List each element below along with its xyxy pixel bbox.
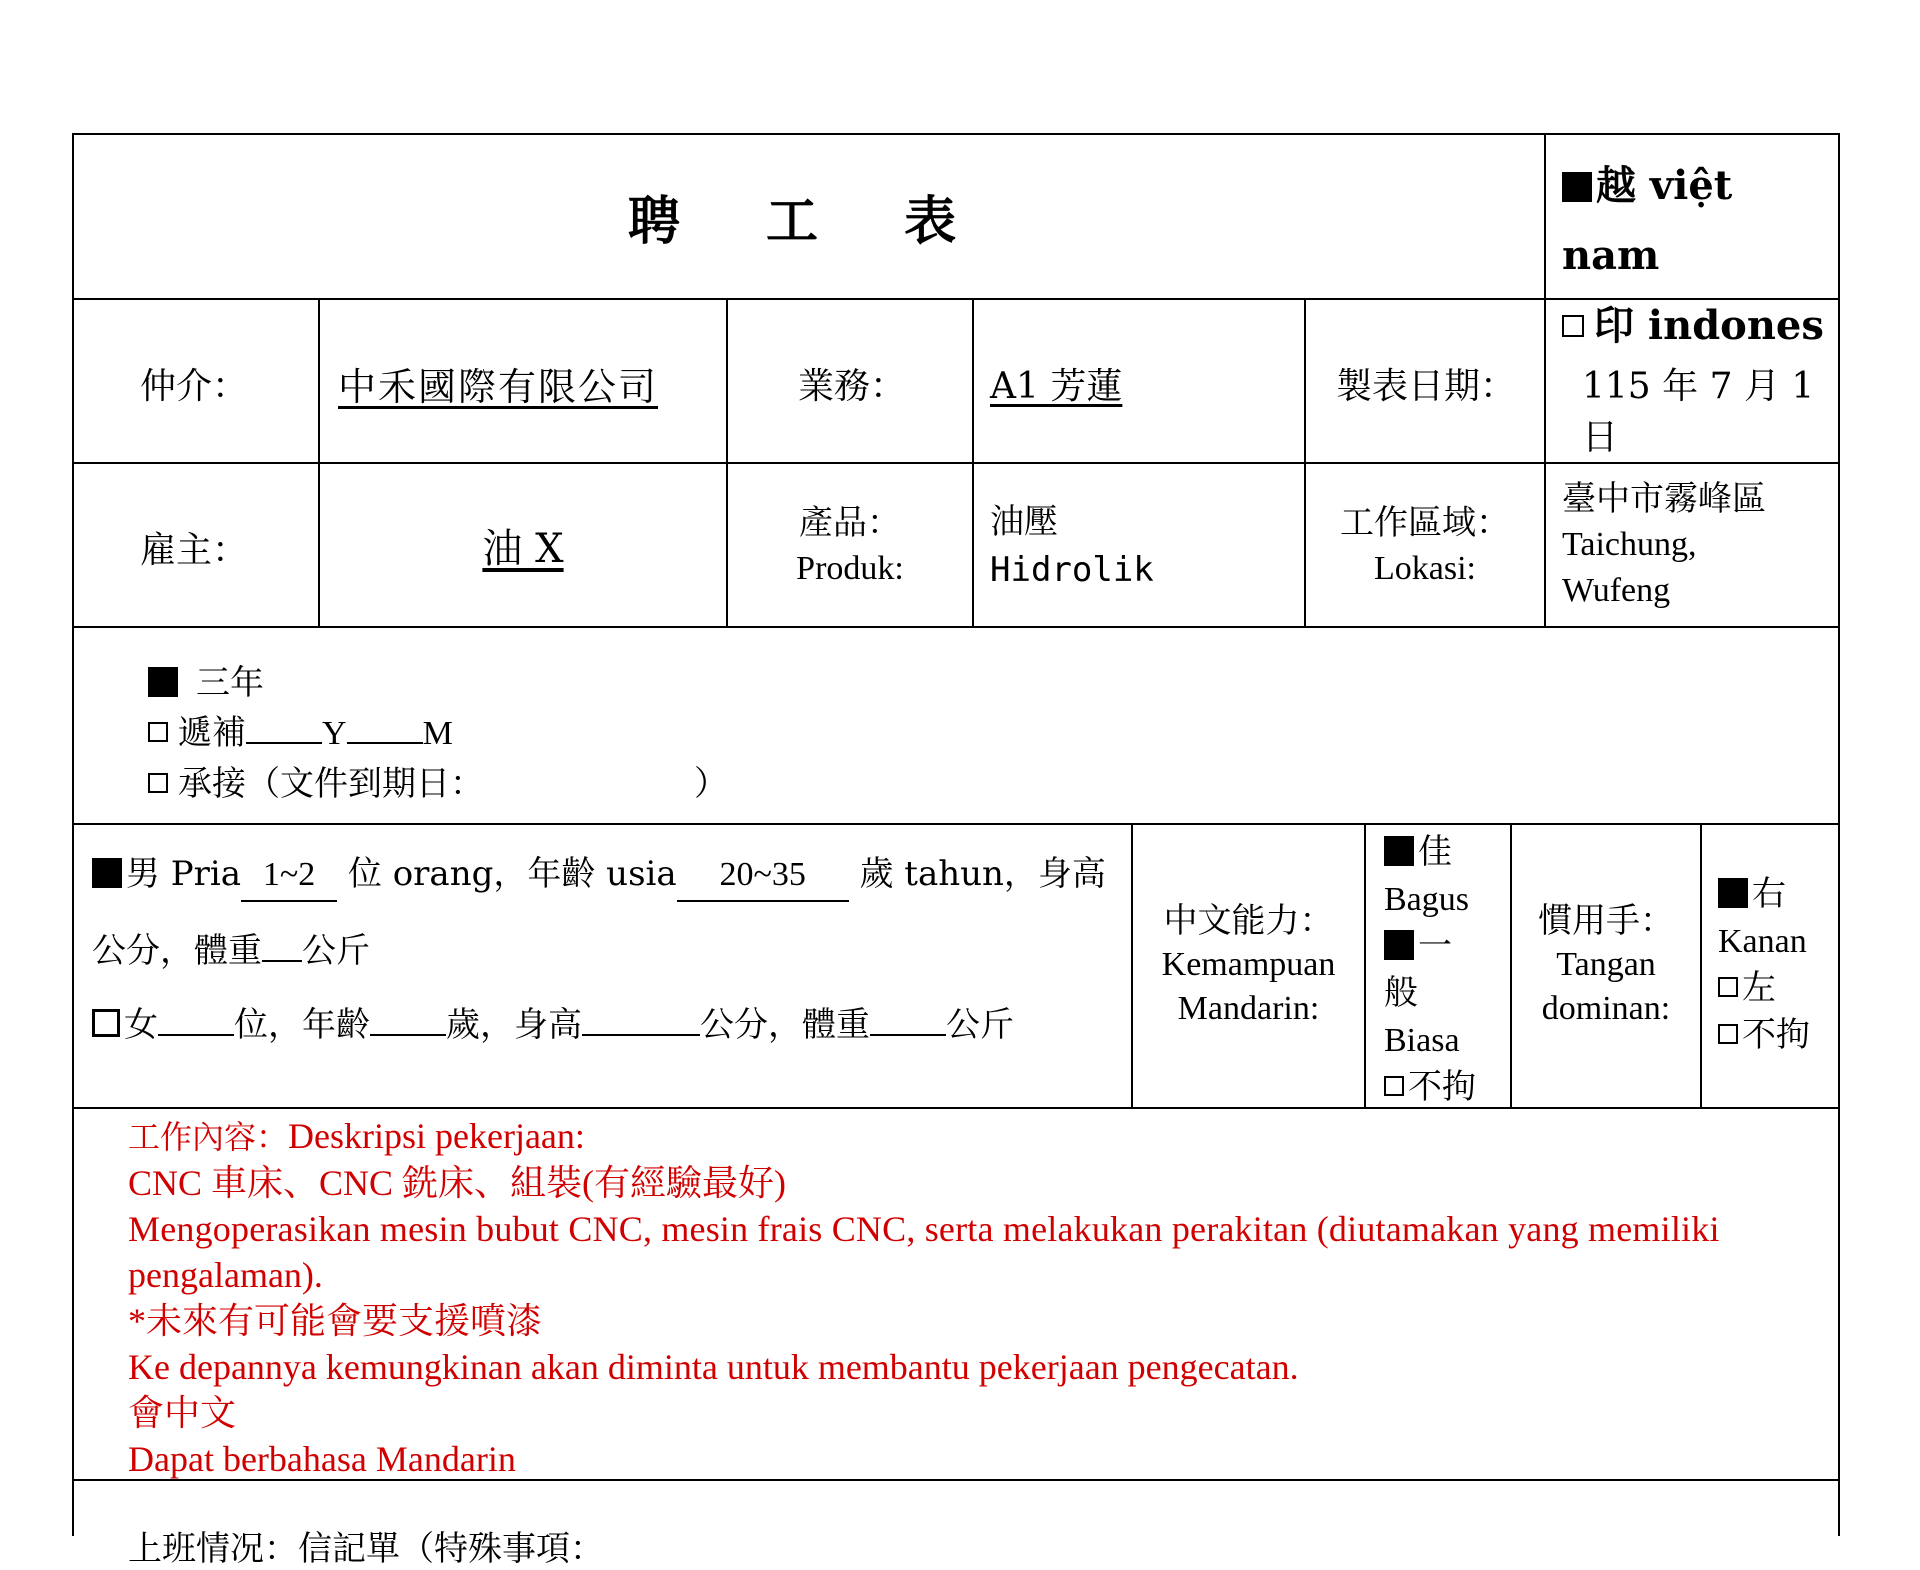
female-unchecked-icon[interactable] <box>92 1009 120 1037</box>
nationality-indonesia[interactable]: 印 indones <box>1562 291 1840 361</box>
work-status-row <box>74 1481 1838 1569</box>
mandarin-options-cell <box>1366 825 1512 1107</box>
contract-options <box>148 658 728 809</box>
product-value-zh: 油壓 <box>990 502 1058 542</box>
nationality-vietnam[interactable]: 越 việt nam <box>1562 162 1733 279</box>
job-line-8: Dapat berbahasa Mandarin <box>128 1439 516 1479</box>
form-title-cell <box>74 135 1546 298</box>
agent-value: 中禾國際有限公司 <box>338 365 659 409</box>
hand-options-cell <box>1702 825 1840 1107</box>
checked-box-icon <box>1718 878 1748 908</box>
male-checked-icon[interactable] <box>92 858 122 888</box>
female-age-blank[interactable] <box>370 1034 446 1036</box>
employer-label: 雇主： <box>140 530 249 571</box>
job-description <box>128 1113 1824 1482</box>
sales-value: A1 芳蓮 <box>990 366 1123 407</box>
hand-label-cell <box>1512 825 1702 1107</box>
sales-value-cell <box>974 300 1306 462</box>
contract-option-replacement[interactable]: 遞補 Y M <box>148 708 728 759</box>
mandarin-label-zh: 中文能力： <box>1163 901 1334 941</box>
hand-option-right[interactable]: 右 <box>1718 871 1840 918</box>
unchecked-box-icon <box>1718 1024 1738 1044</box>
form-title: 聘 工 表 <box>627 191 991 252</box>
male-count[interactable]: 1~2 <box>241 850 337 902</box>
product-label-id: Produk: <box>796 550 904 587</box>
unchecked-box-icon <box>148 722 168 742</box>
sales-label-cell <box>728 300 974 462</box>
mandarin-option-average[interactable]: 一 <box>1384 923 1510 970</box>
date-label: 製表日期： <box>1336 366 1517 407</box>
employer-label-cell <box>74 464 320 626</box>
unchecked-box-icon <box>1384 1076 1404 1096</box>
area-value-en2: Wufeng <box>1562 572 1671 609</box>
job-description-row <box>74 1109 1838 1481</box>
area-label-id: Lokasi: <box>1374 550 1476 587</box>
agent-label: 仲介： <box>140 366 249 407</box>
mandarin-label-cell <box>1133 825 1366 1107</box>
agent-value-cell <box>320 300 728 462</box>
checked-box-icon <box>1384 836 1414 866</box>
male-line1: 男 Pria 1~2 位 orang，年齡 usia 20~35 歲 tahun，身高 <box>92 849 1131 902</box>
hand-label-zh: 慣用手： <box>1538 901 1674 941</box>
hand-label-id1: Tangan <box>1556 946 1656 983</box>
checked-box-icon <box>1384 930 1414 960</box>
product-value-cell <box>974 464 1306 626</box>
date-value-cell <box>1546 300 1840 462</box>
female-line: 女 位，年齡 歲，身高 公分，體重 公斤 <box>92 1000 1131 1050</box>
male-line2: 公分，體重 公斤 <box>92 931 370 971</box>
product-label-zh: 產品： <box>799 503 901 543</box>
hiring-form <box>72 133 1840 1569</box>
job-line-5: *未來有可能會要支援噴漆 <box>128 1301 543 1341</box>
unchecked-box-icon <box>1718 977 1738 997</box>
female-height-blank[interactable] <box>582 1034 700 1036</box>
female-weight-blank[interactable] <box>870 1034 946 1036</box>
area-value-zh: 臺中市霧峰區 <box>1562 479 1766 519</box>
contract-option-three-years[interactable]: 三年 <box>148 658 728 708</box>
hand-option-right-id: Kanan <box>1718 923 1807 960</box>
agent-label-cell <box>74 300 320 462</box>
area-label-cell <box>1306 464 1546 626</box>
checked-box-icon <box>1562 172 1592 202</box>
checked-box-icon <box>148 667 178 697</box>
male-weight-blank[interactable] <box>262 960 302 962</box>
employer-value: 油 X <box>482 525 564 572</box>
job-line-2: CNC 車床、CNC 銑床、組裝(有經驗最好) <box>128 1163 787 1203</box>
area-value-en1: Taichung, <box>1562 526 1697 563</box>
date-value: 115 年 7 月 1 日 <box>1582 366 1815 458</box>
gender-cell <box>74 825 1133 1107</box>
job-line-4: pengalaman). <box>128 1255 323 1295</box>
unchecked-box-icon <box>148 773 168 793</box>
employer-value-cell <box>320 464 728 626</box>
hand-option-any[interactable]: 不拘 <box>1718 1012 1840 1059</box>
product-value-id: Hidrolik <box>990 550 1154 590</box>
sales-label: 業務： <box>798 366 907 407</box>
mandarin-option-good[interactable]: 佳 <box>1384 829 1510 876</box>
mandarin-label-id2: Mandarin: <box>1177 990 1320 1027</box>
contract-option-takeover[interactable]: 承接（文件到期日： ） <box>148 759 728 809</box>
female-count-blank[interactable] <box>158 1034 234 1036</box>
form-header-row <box>74 135 1838 349</box>
requirements-row <box>74 825 1838 1109</box>
area-label-zh: 工作區域： <box>1340 503 1510 543</box>
mandarin-option-average-id: Biasa <box>1384 1022 1460 1059</box>
date-label-cell <box>1306 300 1546 462</box>
contract-row <box>74 628 1838 825</box>
work-status-text: 上班情况：信記單（特殊事項： <box>128 1529 604 1569</box>
mandarin-option-good-id: Bagus <box>1384 881 1469 918</box>
product-label-cell <box>728 464 974 626</box>
area-value-cell <box>1546 464 1840 626</box>
employer-row <box>74 464 1838 628</box>
nationality-cell <box>1546 135 1840 349</box>
mandarin-option-any[interactable]: 不拘 <box>1384 1064 1510 1111</box>
hand-option-left[interactable]: 左 <box>1718 965 1840 1012</box>
agent-row <box>74 300 1838 464</box>
mandarin-label-id1: Kemampuan <box>1161 946 1336 983</box>
job-line-6: Ke depannya kemungkinan akan diminta untuk membantu pekerjaan pengecatan. <box>128 1347 1299 1387</box>
male-age[interactable]: 20~35 <box>677 850 849 902</box>
job-line-3: Mengoperasikan mesin bubut CNC, mesin frais CNC, serta melakukan perakitan (diutamakan yang memiliki <box>128 1209 1720 1249</box>
job-line-7: 會中文 <box>128 1393 237 1433</box>
hand-label-id2: dominan: <box>1541 990 1671 1027</box>
mandarin-option-average-zh2: 般 <box>1384 973 1418 1013</box>
job-line-1: 工作內容：Deskripsi pekerjaan: <box>128 1116 585 1156</box>
